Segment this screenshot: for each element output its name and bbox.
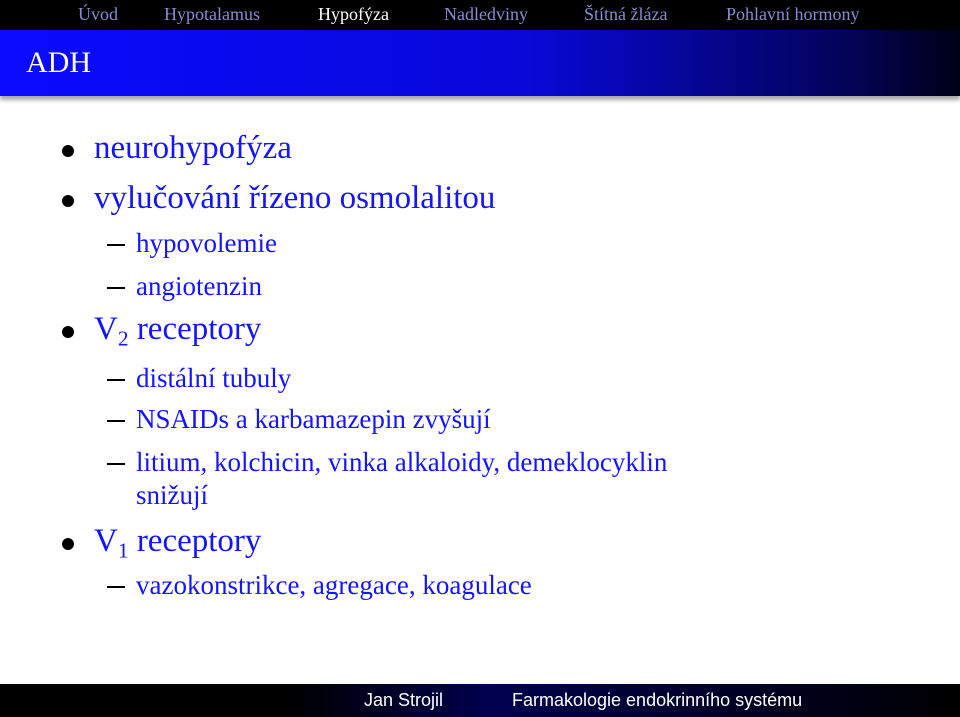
nav-item-stitna-zlaza[interactable]: Štítná žláza	[584, 4, 668, 24]
sub-bullet-dash	[107, 463, 125, 465]
bullet-text-main: V	[94, 523, 118, 559]
sub-bullet-text-continuation: snižují	[136, 480, 208, 510]
footer-title: Farmakologie endokrinního systému	[512, 690, 803, 710]
sub-bullet-text: litium, kolchicin, vinka alkaloidy, demeklocyklin	[136, 447, 668, 477]
footer-author-panel	[0, 684, 480, 717]
nav-item-nadledviny[interactable]: Nadledviny	[444, 4, 528, 24]
nav-item-hypotalamus[interactable]: Hypotalamus	[164, 4, 260, 24]
bullet-dot	[62, 538, 74, 550]
bullet-dot	[62, 195, 74, 207]
bullet-text: vylučování řízeno osmolalitou	[94, 180, 496, 216]
nav-item-uvod[interactable]: Úvod	[78, 4, 118, 24]
sub-bullet-text: hypovolemie	[136, 228, 277, 258]
bullet-text	[94, 311, 261, 351]
sub-bullet-dash	[107, 420, 125, 422]
bullet-text-main: V	[94, 311, 118, 347]
bullet-text-suffix: receptory	[128, 523, 262, 559]
bullet-dot	[62, 326, 74, 338]
nav-item-hypofyza[interactable]: Hypofýza	[318, 4, 389, 24]
subscript-number: 2	[117, 326, 129, 351]
sub-bullet-text: vazokonstrikce, agregace, koagulace	[136, 570, 532, 600]
bullet-text: neurohypofýza	[94, 130, 292, 166]
subscript-number: 1	[117, 538, 129, 563]
bullet-text	[94, 523, 261, 563]
footer	[0, 684, 960, 717]
footer-title-panel	[480, 684, 960, 717]
sub-bullet-dash	[107, 586, 125, 588]
sub-bullet-text: NSAIDs a karbamazepin zvyšují	[136, 404, 491, 434]
sub-bullet-dash	[107, 244, 125, 246]
sub-bullet-text: angiotenzin	[136, 271, 262, 301]
slide-title: ADH	[26, 46, 91, 79]
sub-bullet-dash	[107, 379, 125, 381]
sub-bullet-text: distální tubuly	[136, 363, 292, 393]
bullet-dot	[62, 145, 74, 157]
footer-author: Jan Strojil	[364, 690, 444, 710]
nav-item-pohlavni-hormony[interactable]: Pohlavní hormony	[726, 4, 860, 24]
sub-bullet-dash	[107, 287, 125, 289]
bullet-text-suffix: receptory	[128, 311, 262, 347]
